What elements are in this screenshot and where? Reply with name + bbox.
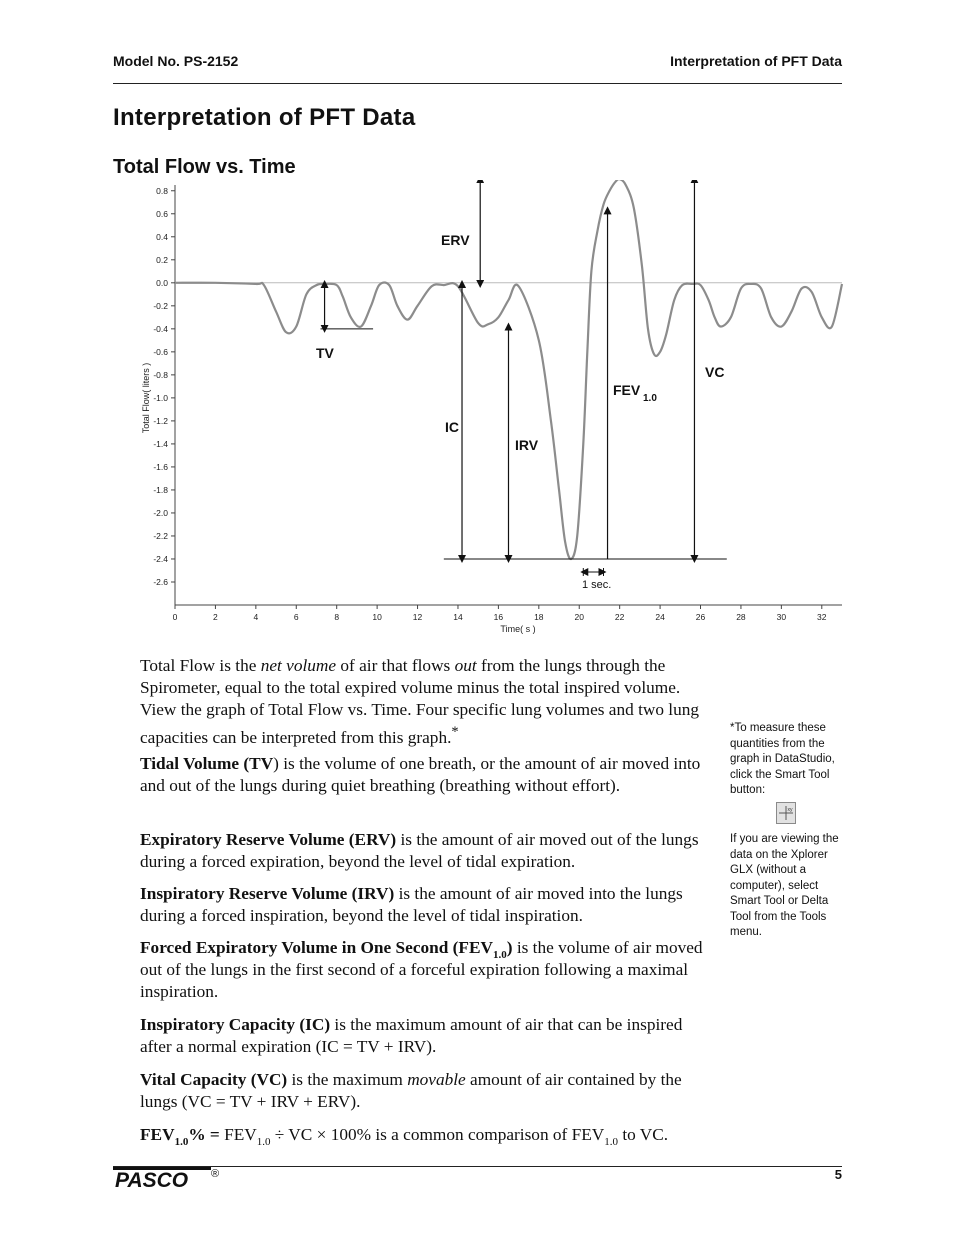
tv-term: Tidal Volume (TV xyxy=(140,754,274,773)
erv-paragraph xyxy=(140,829,705,873)
x-tick-label: 24 xyxy=(655,612,665,622)
x-tick-label: 8 xyxy=(334,612,340,622)
tv-label: TV xyxy=(316,345,334,361)
fev-term: Forced Expiratory Volume in One Second (FEV xyxy=(140,938,493,957)
intro-text-3: from the lungs through the Spirometer, equal to the total expired volume minus the total inspired volume. View the graph of Total Flow vs. Time. Four specific lung volumes and two lung capacities can be interpreted from this graph. xyxy=(140,656,700,747)
y-tick-label: -0.6 xyxy=(153,346,168,357)
irv-label: IRV xyxy=(515,437,539,453)
footer-rule xyxy=(113,1166,842,1167)
intro-emphasis-2: out xyxy=(454,656,477,675)
fevpct-term: FEV xyxy=(140,1125,175,1144)
x-tick-label: 12 xyxy=(412,612,423,622)
x-tick-label: 16 xyxy=(493,612,504,622)
smart-tool-label: xy xyxy=(787,807,793,813)
section-subtitle: Total Flow vs. Time xyxy=(113,156,296,178)
vc-term: Vital Capacity (VC) xyxy=(140,1070,288,1089)
crosshair-icon xyxy=(777,803,795,823)
x-tick-label: 22 xyxy=(614,612,625,622)
vc-label: VC xyxy=(705,364,725,380)
smart-tool-button-icon xyxy=(776,802,796,824)
intro-text-1: Total Flow is the xyxy=(140,656,261,675)
irv-paragraph xyxy=(140,883,705,927)
y-tick-label: -2.0 xyxy=(153,507,168,518)
vc-paragraph xyxy=(140,1069,705,1113)
intro-paragraph xyxy=(140,655,705,749)
y-tick-label: -1.8 xyxy=(153,484,168,495)
x-tick-label: 6 xyxy=(293,612,299,622)
page-title: Interpretation of PFT Data xyxy=(113,104,416,131)
fevpct-text-1: FEV xyxy=(219,1125,257,1144)
erv-label: ERV xyxy=(441,232,470,248)
x-tick-label: 30 xyxy=(776,612,787,622)
x-tick-label: 2 xyxy=(213,612,218,622)
sidebar-note-datastudio: *To measure these quantities from the graph in DataStudio, click the Smart Tool button: xyxy=(730,722,835,796)
y-tick-label: -0.4 xyxy=(153,323,168,334)
fev-term-close: ) xyxy=(506,938,513,957)
y-tick-label: 0.8 xyxy=(156,185,168,196)
sidebar-note-xplorer: If you are viewing the data on the Xplorer GLX (without a computer), select Smart Tool or Delta Tool from the Tools menu. xyxy=(730,833,839,938)
fevpct-term-suffix: % = xyxy=(188,1125,220,1144)
x-tick-label: 10 xyxy=(372,612,382,622)
irv-term: Inspiratory Reserve Volume (IRV) xyxy=(140,884,395,903)
x-tick-label: 14 xyxy=(453,612,463,622)
x-tick-label: 0 xyxy=(172,612,178,622)
ic-label: IC xyxy=(445,419,459,435)
total-flow-chart xyxy=(130,180,845,635)
pasco-logo xyxy=(113,1167,211,1189)
x-tick-label: 18 xyxy=(534,612,544,622)
y-tick-label: -1.0 xyxy=(153,392,168,403)
tv-term-close: ) xyxy=(273,754,279,773)
fev-term-subscript: 1.0 xyxy=(493,949,507,962)
y-tick-label: -0.2 xyxy=(153,300,168,311)
tv-definition: is the volume of one breath, or the amount of air moved into and out of the lungs during quiet breathing (breathing without effort). xyxy=(140,754,701,795)
fev-paragraph xyxy=(140,937,705,1003)
header-rule xyxy=(113,83,842,84)
fev-percent-paragraph xyxy=(140,1124,740,1149)
ic-term: Inspiratory Capacity (IC) xyxy=(140,1015,331,1034)
y-tick-label: -1.2 xyxy=(153,415,168,426)
y-tick-label: -1.6 xyxy=(153,461,168,472)
x-tick-label: 20 xyxy=(574,612,584,622)
fevpct-text-3: to VC. xyxy=(618,1125,669,1144)
y-tick-label: 0.2 xyxy=(156,254,168,265)
x-tick-label: 32 xyxy=(817,612,827,622)
vc-definition-2: amount of air contained by the lungs (VC = TV + IRV + ERV). xyxy=(140,1070,682,1111)
y-axis-label: Total Flow( liters ) xyxy=(141,362,151,434)
header-model-number: Model No. PS-2152 xyxy=(113,53,239,69)
y-tick-label: 0.4 xyxy=(156,231,168,242)
page-number: 5 xyxy=(834,1167,842,1182)
pasco-logo-text: PASCO xyxy=(115,1169,189,1189)
fevpct-term-subscript: 1.0 xyxy=(174,1136,189,1149)
y-tick-label: -2.6 xyxy=(153,576,168,587)
intro-emphasis-1: net volume xyxy=(260,656,337,675)
fevpct-subscript-1: 1.0 xyxy=(256,1136,271,1149)
fevpct-text-2: ÷ VC × 100% is a common comparison of FEV xyxy=(270,1125,605,1144)
vc-definition-1: is the maximum xyxy=(287,1070,408,1089)
y-tick-label: -2.2 xyxy=(153,530,168,541)
y-tick-label: -0.8 xyxy=(153,369,168,380)
registered-mark: ® xyxy=(211,1168,220,1180)
x-tick-label: 26 xyxy=(695,612,706,622)
y-tick-label: -2.4 xyxy=(153,553,168,564)
x-tick-label: 28 xyxy=(736,612,746,622)
tv-paragraph xyxy=(140,753,705,797)
erv-definition: is the amount of air moved out of the lungs during a forced expiration, beyond the level of tidal expiration. xyxy=(140,830,699,871)
fev-label: FEV xyxy=(613,382,641,398)
y-tick-label: -1.4 xyxy=(153,438,168,449)
y-tick-label: 0.6 xyxy=(156,208,168,219)
footnote-marker: * xyxy=(451,724,459,740)
fevpct-subscript-2: 1.0 xyxy=(604,1136,619,1149)
irv-definition: is the amount of air moved into the lungs during a forced inspiration, beyond the level of tidal inspiration. xyxy=(140,884,683,925)
one-second-label: 1 sec. xyxy=(582,579,612,591)
vc-emphasis: movable xyxy=(407,1070,466,1089)
erv-term: Expiratory Reserve Volume (ERV) xyxy=(140,830,397,849)
x-tick-label: 4 xyxy=(253,612,259,622)
intro-text-2: of air that flows xyxy=(336,656,455,675)
fev-subscript-label: 1.0 xyxy=(643,393,657,404)
fev-definition: is the volume of air moved out of the lungs in the first second of a forceful expiration following a maximal inspiration. xyxy=(140,938,703,1001)
y-tick-label: 0.0 xyxy=(156,277,168,288)
ic-paragraph xyxy=(140,1014,705,1058)
x-axis-label: Time( s ) xyxy=(500,624,536,634)
ic-definition: is the maximum amount of air that can be inspired after a normal expiration (IC = TV + IRV). xyxy=(140,1015,683,1056)
header-section-title: Interpretation of PFT Data xyxy=(670,53,842,69)
